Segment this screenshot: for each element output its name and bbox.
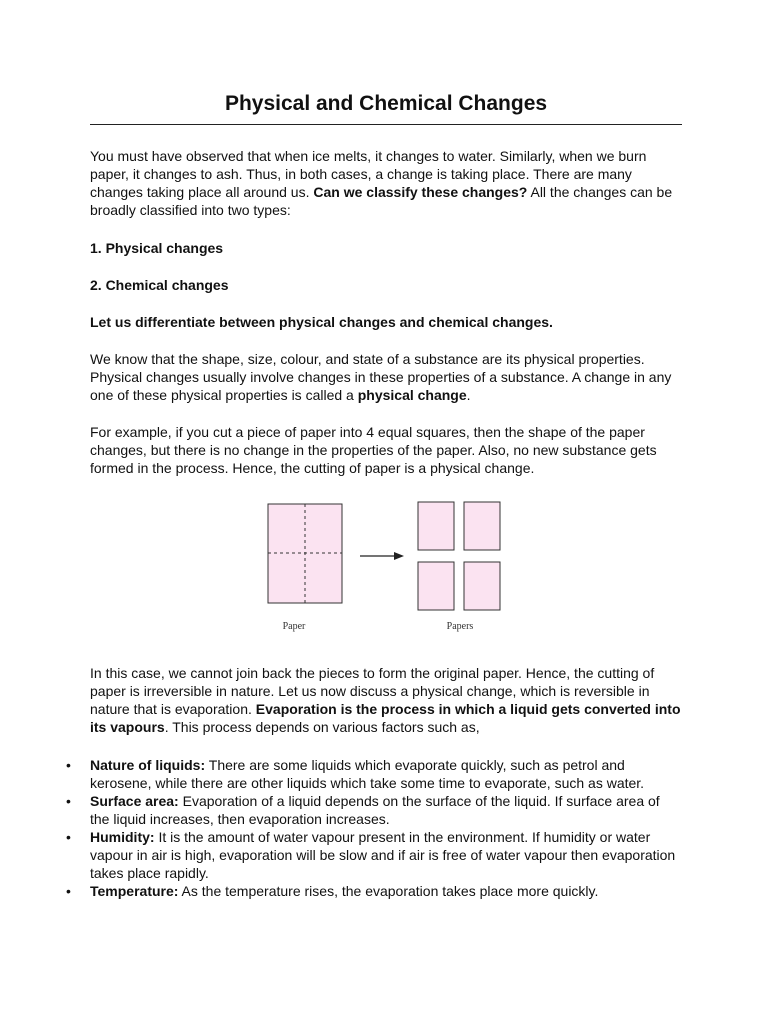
factor-text: As the temperature rises, the evaporation takes place more quickly. — [178, 883, 599, 899]
list-item — [66, 828, 682, 882]
bullet-icon: • — [66, 829, 71, 845]
intro-text: You must have observed that when ice melts, it changes to water. Similarly, when we burn paper, it changes to ash. Thus, in both cases, a change is taking place. There are many changes taking place all around us. — [90, 148, 647, 200]
factors-list — [66, 756, 682, 900]
factor-text: It is the amount of water vapour present in the environment. If humidity or water vapour in air is high, evaporation will be slow and if air is free of water vapour then evaporation takes place rapidly. — [90, 829, 676, 881]
intro-question: Can we classify these changes? — [313, 184, 528, 200]
evaporation-text: In this case, we cannot join back the pieces to form the original paper. Hence, the cutting of paper is irreversible in nature. Let us now discuss a physical change, which is reversible in nature that is evaporation. — [90, 665, 655, 717]
factor-term: Surface area: — [90, 793, 179, 809]
example-paragraph: For example, if you cut a piece of paper into 4 equal squares, then the shape of the paper changes, but there is no change in the properties of the paper. Also, no new substance gets formed in the process. Hence, the cutting of paper is a physical change. — [90, 424, 657, 476]
factor-text: Evaporation of a liquid depends on the surface of the liquid. If surface area of the liquid increases, then evaporation increases. — [90, 793, 660, 827]
bullet-icon: • — [66, 883, 71, 899]
bullet-icon: • — [66, 757, 71, 773]
factor-term: Temperature: — [90, 883, 179, 899]
physical-props-end: . — [466, 387, 471, 403]
evaporation-paragraph — [90, 664, 682, 736]
label-paper: Paper — [282, 621, 306, 632]
paper-cutting-diagram — [90, 499, 682, 644]
paper-piece-1 — [418, 502, 454, 550]
factor-text: There are some liquids which evaporate quickly, such as petrol and kerosene, while there are other liquids which take some time to evaporate, such as water. — [90, 757, 645, 791]
evaporation-definition: Evaporation is the process in which a liquid gets converted into its vapours — [90, 701, 681, 735]
lead-sentence: Let us differentiate between physical changes and chemical changes. — [90, 314, 553, 330]
paper-piece-4 — [464, 562, 500, 610]
list-item — [66, 756, 682, 792]
type-physical: 1. Physical changes — [90, 240, 224, 256]
page-title: Physical and Chemical Changes — [90, 92, 682, 125]
evaporation-tail: . This process depends on various factors such as, — [164, 719, 480, 735]
factor-term: Humidity: — [90, 829, 155, 845]
label-papers: Papers — [446, 621, 474, 632]
paper-piece-3 — [418, 562, 454, 610]
paper-piece-2 — [464, 502, 500, 550]
physical-props-text: We know that the shape, size, colour, and state of a substance are its physical properties. Physical changes usually involve changes in these properties of a substance. A change in any one of these physical properties is called a — [90, 351, 672, 403]
physical-properties-paragraph — [90, 350, 682, 404]
type-chemical: 2. Chemical changes — [90, 277, 229, 293]
intro-paragraph — [90, 147, 682, 219]
list-item — [66, 882, 682, 900]
arrow-head-icon — [394, 552, 404, 560]
paper-cutting-figure — [90, 499, 682, 644]
bullet-icon: • — [66, 793, 71, 809]
document-page — [66, 92, 682, 900]
list-item — [66, 792, 682, 828]
physical-change-term: physical change — [357, 387, 467, 403]
factor-term: Nature of liquids: — [90, 757, 206, 773]
intro-tail: All the changes can be broadly classified into two types: — [90, 184, 673, 218]
